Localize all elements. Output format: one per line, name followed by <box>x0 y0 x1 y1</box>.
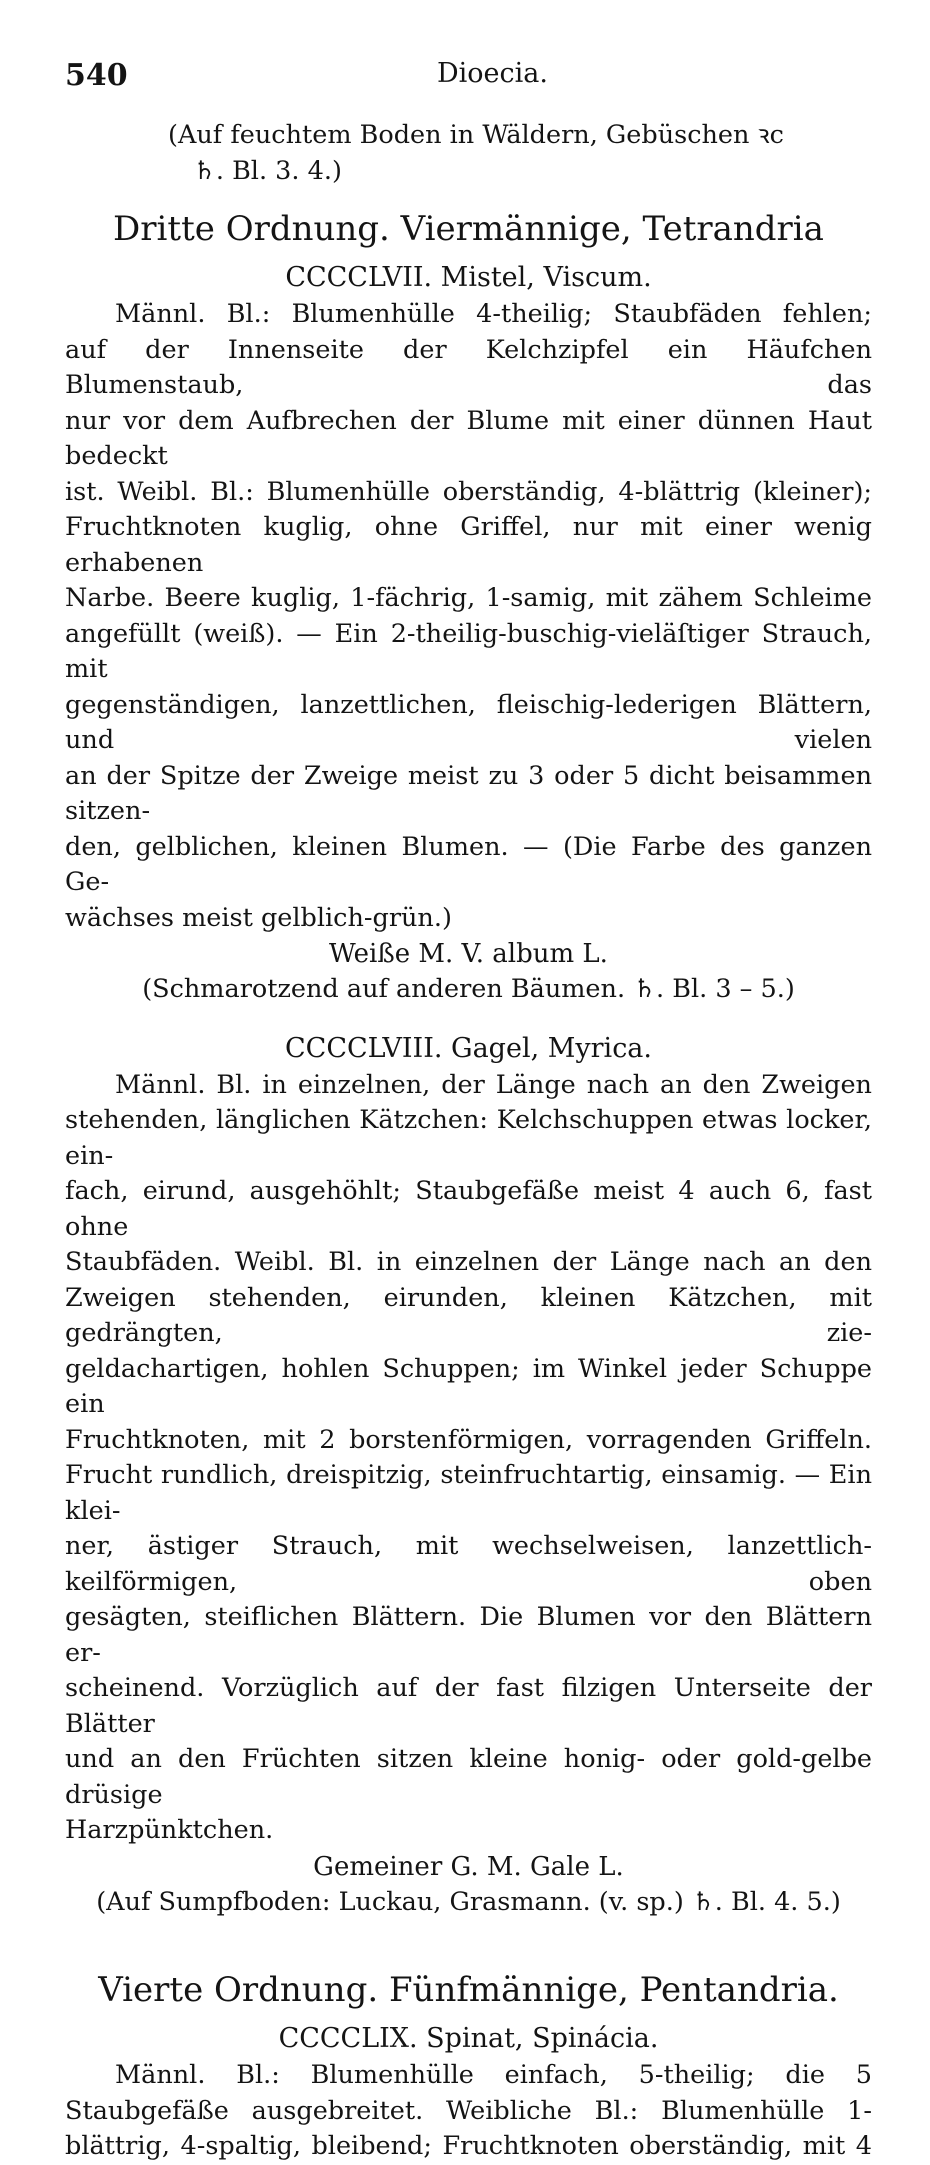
description-line: geldachartigen, hohlen Schuppen; im Winkel jeder Schuppe ein <box>65 1353 872 1419</box>
description-line: Männl. Bl.: Blumenhülle 4-theilig; Staubfäden fehlen; <box>115 299 872 329</box>
description-line: Narbe. Beere kuglig, 1-fächrig, 1-samig, mit zähem Schleime <box>65 583 872 613</box>
description-line: Zweigen stehenden, eirunden, kleinen Kätzchen, mit gedrängten, zie- <box>65 1282 872 1348</box>
running-head: Dioecia. <box>437 58 548 89</box>
genus-heading-viscum: CCCCLVII. Mistel, Viscum. <box>285 262 652 293</box>
order-heading-tetrandria: Dritte Ordnung. Viermännige, Tetrandria <box>113 209 824 249</box>
description-line: auf der Innenseite der Kelchzipfel ein Häufchen Blumenstaub, das <box>65 334 872 400</box>
description-line: ner, ästiger Strauch, mit wechselweisen, lanzettlich-keilförmigen, oben <box>65 1531 872 1597</box>
genus-heading-myrica: CCCCLVIII. Gagel, Myrica. <box>285 1032 652 1064</box>
description-line: angefüllt (weiß). — Ein 2-theilig-buschig-vieläſtiger Strauch, mit <box>65 618 872 684</box>
page-number: 540 <box>65 58 128 93</box>
description-line: blättrig, 4-spaltig, bleibend; Fruchtknoten oberständig, mit 4 <box>65 2131 872 2161</box>
description-line: Männl. Bl. in einzelnen, der Länge nach an den Zweigen <box>115 1069 872 1100</box>
species-name: Gemeiner G. M. Gale L. <box>313 1851 624 1882</box>
description-line: wächses meist gelblich-grün.) <box>65 902 452 933</box>
description-line: fach, eirund, ausgehöhlt; Staubgefäße meist 4 auch 6, fast ohne <box>65 1176 872 1242</box>
description-line: Staubfäden. Weibl. Bl. in einzelnen der Länge nach an den <box>65 1247 872 1277</box>
description-line: nur vor dem Aufbrechen der Blume mit einer dünnen Haut bedeckt <box>65 405 872 471</box>
description-line: gegenständigen, lanzettlichen, fleischig-lederigen Blättern, und vielen <box>65 689 872 755</box>
description-line: Fruchtknoten kuglig, ohne Griffel, nur mit einer wenig erhabenen <box>65 512 872 578</box>
description-line: Fruchtknoten, mit 2 borstenförmigen, vorragenden Griffeln. <box>65 1424 872 1455</box>
description-line: Frucht rundlich, dreispitzig, steinfruchtartig, einsamig. — Ein klei- <box>65 1460 872 1526</box>
species-name: Weiße M. V. album L. <box>329 939 608 969</box>
habitat-line: ♄. Bl. 3. 4.) <box>193 155 342 186</box>
page-body <box>65 118 872 2165</box>
page-header <box>65 58 880 98</box>
description-line: an der Spitze der Zweige meist zu 3 oder 5 dicht beisammen sitzen- <box>65 760 872 826</box>
genus-heading-spinacia: CCCCLIX. Spinat, Spinácia. <box>278 2023 659 2054</box>
habitat-line: (Auf feuchtem Boden in Wäldern, Gebüschen ꝛc <box>168 120 784 150</box>
description-line: gesägten, steiflichen Blättern. Die Blumen vor den Blättern er- <box>65 1602 872 1668</box>
description-line: stehenden, länglichen Kätzchen: Kelchschuppen etwas locker, ein- <box>65 1105 872 1171</box>
description-line: Männl. Bl.: Blumenhülle einfach, 5-theilig; die 5 <box>115 2060 872 2090</box>
description-line: ist. Weibl. Bl.: Blumenhülle oberständig, 4-blättrig (kleiner); <box>65 476 872 507</box>
description-line: Staubgefäße ausgebreitet. Weibliche Bl.: Blumenhülle 1- <box>65 2095 872 2126</box>
habitat-line: (Schmarotzend auf anderen Bäumen. ♄. Bl. 3 – 5.) <box>142 974 795 1004</box>
description-line: den, gelblichen, kleinen Blumen. — (Die Farbe des ganzen Ge- <box>65 831 872 897</box>
habitat-line: (Auf Sumpfboden: Luckau, Grasmann. (v. sp.) ♄. Bl. 4. 5.) <box>96 1886 841 1917</box>
description-line: und an den Früchten sitzen kleine honig- oder gold-gelbe drüsige <box>65 1744 872 1810</box>
description-line: Harzpünktchen. <box>65 1815 274 1845</box>
description-line: scheinend. Vorzüglich auf der fast filzigen Unterseite der Blätter <box>65 1673 872 1739</box>
order-heading-pentandria: Vierte Ordnung. Fünfmännige, Pentandria. <box>98 1970 839 2010</box>
